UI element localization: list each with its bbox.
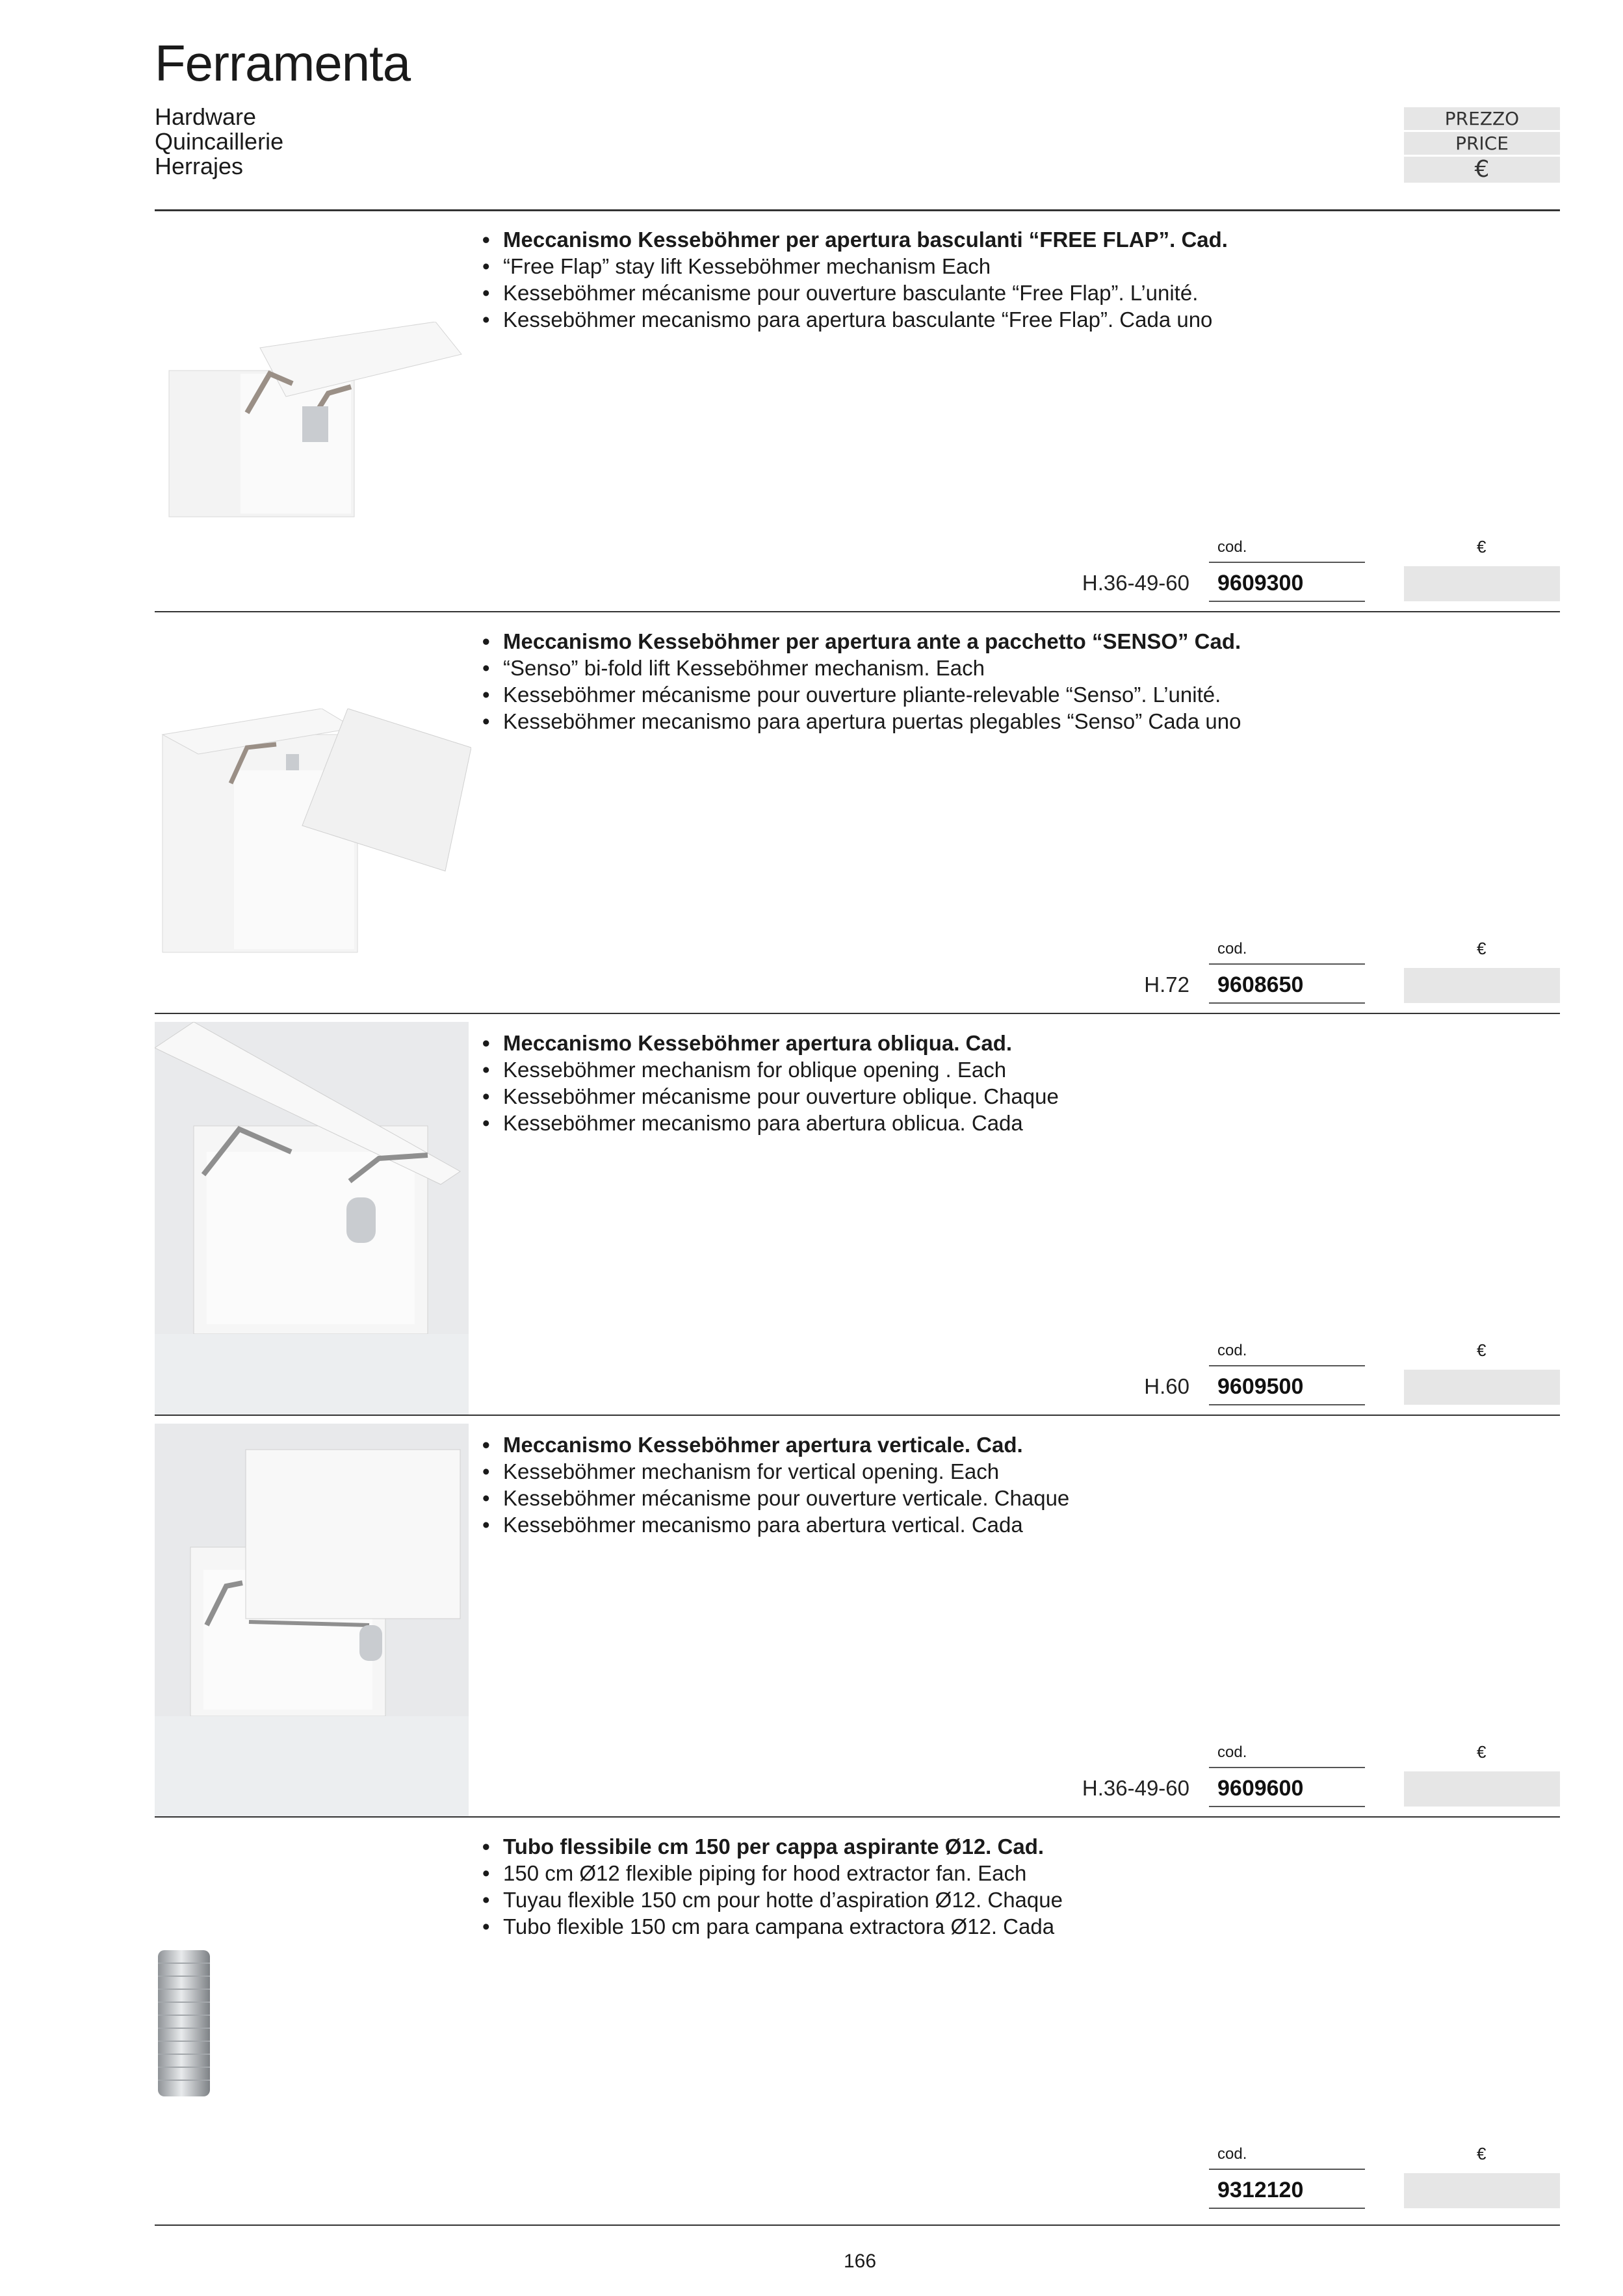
product-1-line-fr: • Kesseböhmer mécanisme pour ouverture basculante “Free Flap”. L’unité. xyxy=(482,280,1228,306)
subtitle-french: Quincaillerie xyxy=(155,128,284,155)
product-5-description xyxy=(482,1833,1063,1940)
product-3-cod-label: cod. xyxy=(1217,1342,1247,1359)
product-2-line-fr: • Kesseböhmer mécanisme pour ouverture pliante-relevable “Senso”. L’unité. xyxy=(482,681,1241,708)
product-1-line-it: • Meccanismo Kesseböhmer per apertura basculanti “FREE FLAP”. Cad. xyxy=(482,226,1228,253)
product-2-description xyxy=(482,628,1241,735)
product-1-cod-line xyxy=(1209,562,1365,563)
product-5-cod-label: cod. xyxy=(1217,2145,1247,2163)
product-3-code-underline xyxy=(1209,1404,1365,1405)
product-1-euro-label: € xyxy=(1477,537,1487,556)
senso-bifold-image xyxy=(159,709,471,956)
product-5-code-underline xyxy=(1209,2208,1365,2209)
subtitle-spanish: Herrajes xyxy=(155,153,244,179)
price-header-price: PRICE xyxy=(1404,132,1560,155)
product-3-cod-line xyxy=(1209,1365,1365,1366)
product-2-price-cell xyxy=(1404,968,1560,1003)
product-4-line-it: • Meccanismo Kesseböhmer apertura verticale. Cad. xyxy=(482,1431,1069,1458)
product-5-line-fr: • Tuyau flexible 150 cm pour hotte d’aspiration Ø12. Chaque xyxy=(482,1886,1063,1913)
price-header-euro: € xyxy=(1404,157,1560,183)
product-1-price-cell xyxy=(1404,566,1560,601)
vertical-opening-image xyxy=(155,1424,469,1818)
product-2-euro-label: € xyxy=(1477,939,1487,958)
page-title: Ferramenta xyxy=(155,34,411,92)
product-5-code: 9312120 xyxy=(1217,2178,1304,2202)
price-header-prezzo: PREZZO xyxy=(1404,107,1560,130)
page-number: 166 xyxy=(844,2250,877,2272)
product-3-line-en: • Kesseböhmer mechanism for oblique opening . Each xyxy=(482,1056,1059,1083)
product-2-code-underline xyxy=(1209,1002,1365,1004)
product-3-price-cell xyxy=(1404,1370,1560,1405)
free-flap-lift-image xyxy=(162,322,471,520)
product-3-line-fr: • Kesseböhmer mécanisme pour ouverture oblique. Chaque xyxy=(482,1083,1059,1110)
product-4-line-en: • Kesseböhmer mechanism for vertical opening. Each xyxy=(482,1458,1069,1485)
product-3-code: 9609500 xyxy=(1217,1374,1304,1399)
product-2-line-en: • “Senso” bi-fold lift Kesseböhmer mechanism. Each xyxy=(482,655,1241,681)
product-divider xyxy=(155,1415,1560,1416)
product-4-line-es: • Kesseböhmer mecanismo para abertura vertical. Cada xyxy=(482,1511,1069,1538)
oblique-opening-image xyxy=(155,1022,469,1416)
product-4-description xyxy=(482,1431,1069,1538)
product-4-cod-line xyxy=(1209,1767,1365,1768)
subtitle-english: Hardware xyxy=(155,103,257,130)
product-4-code-underline xyxy=(1209,1806,1365,1807)
product-5-price-cell xyxy=(1404,2173,1560,2208)
product-4-cod-label: cod. xyxy=(1217,1743,1247,1761)
product-5-line-es: • Tubo flexible 150 cm para campana extractora Ø12. Cada xyxy=(482,1913,1063,1940)
product-3-line-it: • Meccanismo Kesseböhmer apertura obliqua. Cad. xyxy=(482,1030,1059,1056)
product-4-price-cell xyxy=(1404,1771,1560,1807)
flexible-tube-image xyxy=(153,1947,214,2100)
product-3-description xyxy=(482,1030,1059,1136)
product-1-height: H.36-49-60 xyxy=(1082,571,1189,595)
product-1-cod-label: cod. xyxy=(1217,538,1247,556)
product-2-code: 9608650 xyxy=(1217,972,1304,997)
product-1-code: 9609300 xyxy=(1217,571,1304,595)
product-4-euro-label: € xyxy=(1477,1742,1487,1762)
product-5-line-en: • 150 cm Ø12 flexible piping for hood extractor fan. Each xyxy=(482,1860,1063,1886)
product-1-line-en: • “Free Flap” stay lift Kesseböhmer mechanism Each xyxy=(482,253,1228,280)
product-3-euro-label: € xyxy=(1477,1340,1487,1360)
product-5-line-it: • Tubo flessibile cm 150 per cappa aspirante Ø12. Cad. xyxy=(482,1833,1063,1860)
product-4-code: 9609600 xyxy=(1217,1776,1304,1801)
product-2-cod-label: cod. xyxy=(1217,940,1247,958)
footer-divider xyxy=(155,2224,1560,2226)
product-divider xyxy=(155,611,1560,612)
product-5-cod-line xyxy=(1209,2169,1365,2170)
product-2-height: H.72 xyxy=(1144,972,1189,997)
product-divider xyxy=(155,1013,1560,1014)
product-2-line-it: • Meccanismo Kesseböhmer per apertura ante a pacchetto “SENSO” Cad. xyxy=(482,628,1241,655)
product-1-code-underline xyxy=(1209,601,1365,602)
header-divider xyxy=(155,209,1560,211)
product-3-line-es: • Kesseböhmer mecanismo para abertura oblicua. Cada xyxy=(482,1110,1059,1136)
product-5-euro-label: € xyxy=(1477,2144,1487,2163)
product-4-height: H.36-49-60 xyxy=(1082,1776,1189,1800)
product-4-line-fr: • Kesseböhmer mécanisme pour ouverture verticale. Chaque xyxy=(482,1485,1069,1511)
product-3-height: H.60 xyxy=(1144,1374,1189,1398)
product-2-line-es: • Kesseböhmer mecanismo para apertura puertas plegables “Senso” Cada uno xyxy=(482,708,1241,735)
product-1-line-es: • Kesseböhmer mecanismo para apertura basculante “Free Flap”. Cada uno xyxy=(482,306,1228,333)
product-2-cod-line xyxy=(1209,963,1365,965)
product-1-description xyxy=(482,226,1228,333)
product-divider xyxy=(155,1816,1560,1818)
